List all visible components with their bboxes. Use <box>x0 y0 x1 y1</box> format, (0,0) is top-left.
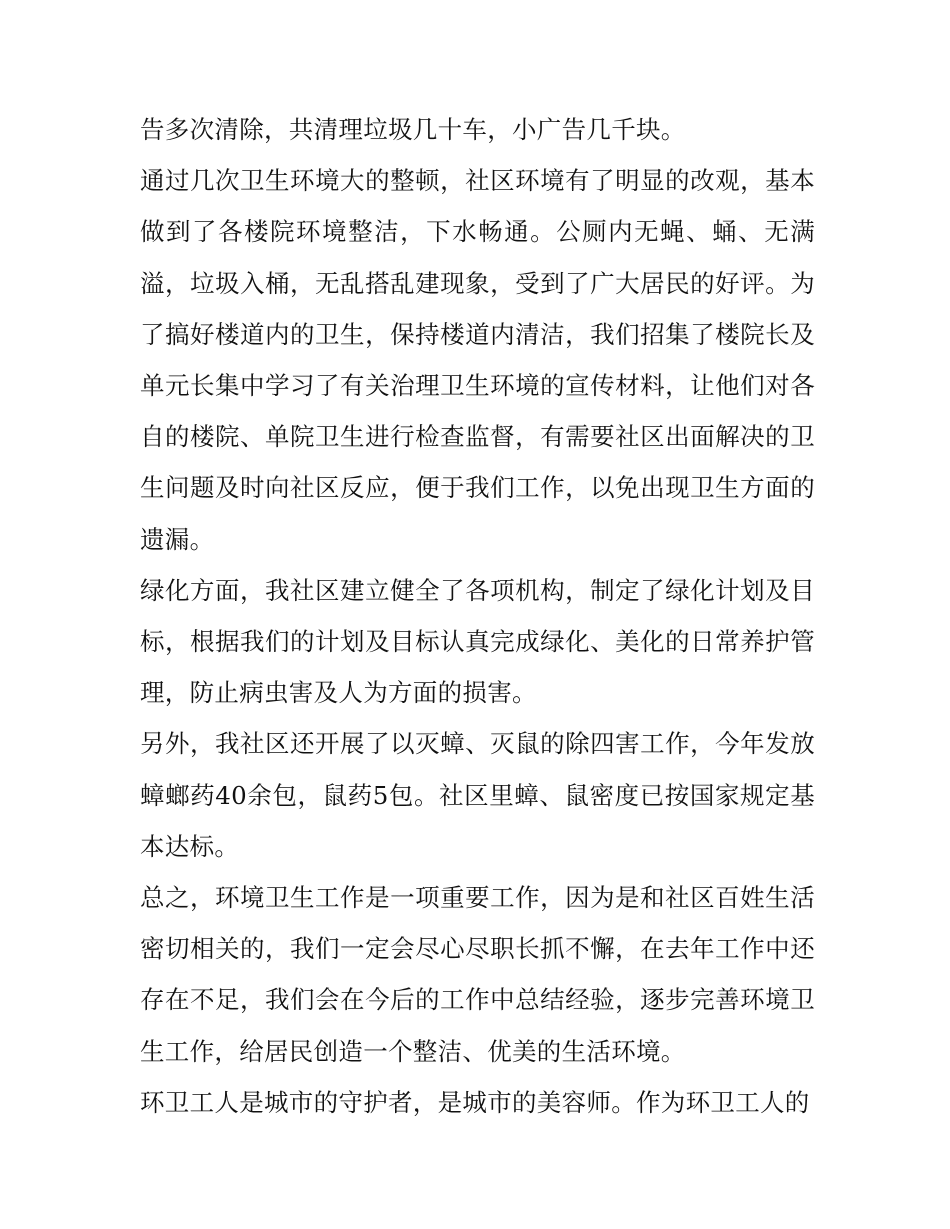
document-body <box>140 104 815 1128</box>
paragraph-cleanup-continuation: 告多次清除，共清理垃圾几十车，小广告几千块。 <box>140 115 686 144</box>
paragraph-pest-control: 另外，我社区还开展了以灭蟑、灭鼠的除四害工作，今年发放蟑螂药40余包，鼠药5包。社区里蟑、鼠密度已按国家规定基本达标。 <box>140 729 815 861</box>
paragraph-conclusion: 总之，环境卫生工作是一项重要工作，因为是和社区百姓生活密切相关的，我们一定会尽心尽职长抓不懈，在去年工作中还存在不足，我们会在今后的工作中总结经验，逐步完善环境卫生工作，给居民创造一个整洁、优美的生活环境。 <box>140 883 815 1066</box>
paragraph-environment-rectification: 通过几次卫生环境大的整顿，社区环境有了明显的改观，基本做到了各楼院环境整洁，下水畅通。公厕内无蝇、蛹、无满溢，垃圾入桶，无乱搭乱建现象，受到了广大居民的好评。为了搞好楼道内的卫生，保持楼道内清洁，我们招集了楼院长及单元长集中学习了有关治理卫生环境的宣传材料，让他们对各自的楼院、单院卫生进行检查监督，有需要社区出面解决的卫生问题及时向社区反应，便于我们工作，以免出现卫生方面的遗漏。 <box>140 166 815 554</box>
paragraph-greening: 绿化方面，我社区建立健全了各项机构，制定了绿化计划及目标，根据我们的计划及目标认真完成绿化、美化的日常养护管理，防止病虫害及人为方面的损害。 <box>140 575 815 708</box>
paragraph-sanitation-workers: 环卫工人是城市的守护者，是城市的美容师。作为环卫工人的 <box>140 1087 810 1117</box>
